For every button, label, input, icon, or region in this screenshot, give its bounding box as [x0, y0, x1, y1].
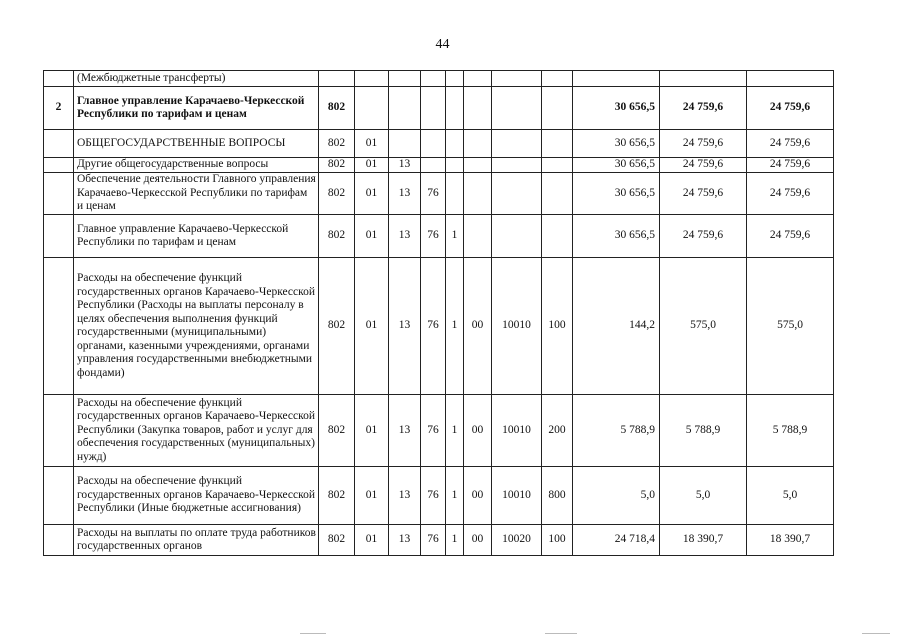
- code-pr: 13: [389, 525, 421, 556]
- amount-year-3: 5,0: [747, 467, 834, 525]
- code-expense: 10020: [492, 525, 542, 556]
- amount-year-3: 24 759,6: [747, 158, 834, 173]
- row-number: 2: [44, 87, 74, 130]
- code-gr: 802: [319, 467, 355, 525]
- amount-year-3: 24 759,6: [747, 87, 834, 130]
- code-gr: 802: [319, 130, 355, 158]
- code-subprogram: 1: [446, 215, 464, 258]
- code-subprogram: [446, 87, 464, 130]
- row-name: Расходы на обеспечение функций государственных органов Карачаево-Черкесской Республики (Иные бюджетные ассигнования): [74, 467, 319, 525]
- table-row: [44, 258, 834, 395]
- code-subprogram: 1: [446, 525, 464, 556]
- code-program: 76: [421, 258, 446, 395]
- row-number: [44, 395, 74, 467]
- amount-year-1: [573, 71, 660, 87]
- code-direction: [464, 215, 492, 258]
- code-program: 76: [421, 467, 446, 525]
- amount-year-2: 575,0: [660, 258, 747, 395]
- row-name: Расходы на выплаты по оплате труда работников государственных органов: [74, 525, 319, 556]
- code-program: 76: [421, 395, 446, 467]
- code-subprogram: [446, 71, 464, 87]
- code-rz: 01: [355, 215, 389, 258]
- code-program: 76: [421, 525, 446, 556]
- code-program: [421, 130, 446, 158]
- amount-year-2: 24 759,6: [660, 215, 747, 258]
- code-gr: 802: [319, 173, 355, 215]
- code-pr: 13: [389, 158, 421, 173]
- scan-mark: [300, 633, 326, 634]
- code-expense: [492, 215, 542, 258]
- code-gr: 802: [319, 158, 355, 173]
- amount-year-2: 24 759,6: [660, 173, 747, 215]
- table-row: [44, 467, 834, 525]
- amount-year-2: 5 788,9: [660, 395, 747, 467]
- scan-mark: [862, 633, 890, 634]
- amount-year-3: 5 788,9: [747, 395, 834, 467]
- code-pr: [389, 130, 421, 158]
- row-number: [44, 173, 74, 215]
- table-row: [44, 173, 834, 215]
- code-subprogram: 1: [446, 467, 464, 525]
- row-number: [44, 467, 74, 525]
- amount-year-1: 24 718,4: [573, 525, 660, 556]
- amount-year-3: [747, 71, 834, 87]
- amount-year-1: 144,2: [573, 258, 660, 395]
- code-pr: [389, 87, 421, 130]
- amount-year-2: 24 759,6: [660, 87, 747, 130]
- amount-year-2: 24 759,6: [660, 130, 747, 158]
- amount-year-1: 30 656,5: [573, 215, 660, 258]
- row-number: [44, 215, 74, 258]
- code-vr: 800: [542, 467, 573, 525]
- code-vr: [542, 87, 573, 130]
- amount-year-1: 5,0: [573, 467, 660, 525]
- code-program: [421, 87, 446, 130]
- table-row: [44, 395, 834, 467]
- amount-year-1: 5 788,9: [573, 395, 660, 467]
- page-number: 44: [435, 37, 450, 52]
- code-pr: 13: [389, 173, 421, 215]
- amount-year-1: 30 656,5: [573, 130, 660, 158]
- code-vr: [542, 173, 573, 215]
- code-gr: 802: [319, 215, 355, 258]
- code-rz: [355, 87, 389, 130]
- code-rz: [355, 71, 389, 87]
- amount-year-2: 24 759,6: [660, 158, 747, 173]
- row-number: [44, 258, 74, 395]
- code-expense: [492, 158, 542, 173]
- row-number: [44, 525, 74, 556]
- row-number: [44, 158, 74, 173]
- code-direction: [464, 71, 492, 87]
- code-vr: [542, 130, 573, 158]
- amount-year-3: 575,0: [747, 258, 834, 395]
- budget-table: [43, 70, 834, 556]
- code-direction: 00: [464, 525, 492, 556]
- amount-year-3: 18 390,7: [747, 525, 834, 556]
- row-number: [44, 130, 74, 158]
- code-gr: 802: [319, 258, 355, 395]
- code-pr: 13: [389, 467, 421, 525]
- code-direction: [464, 87, 492, 130]
- code-vr: 100: [542, 258, 573, 395]
- code-direction: [464, 158, 492, 173]
- code-vr: 100: [542, 525, 573, 556]
- code-rz: 01: [355, 525, 389, 556]
- table-row: [44, 215, 834, 258]
- code-expense: [492, 87, 542, 130]
- code-direction: [464, 130, 492, 158]
- row-name: Расходы на обеспечение функций государственных органов Карачаево-Черкесской Республики (Расходы на выплаты персоналу в целях обеспечения выполнения функций государственными (муниципальными) органами, казенными учреждениями, органами управления государственными внебюджетными фондами): [74, 258, 319, 395]
- code-program: 76: [421, 173, 446, 215]
- row-name: Главное управление Карачаево-Черкесской Республики по тарифам и ценам: [74, 215, 319, 258]
- table-row: [44, 158, 834, 173]
- scan-mark: [545, 633, 577, 634]
- code-direction: 00: [464, 395, 492, 467]
- code-rz: 01: [355, 258, 389, 395]
- table-row: [44, 87, 834, 130]
- row-name: Обеспечение деятельности Главного управления Карачаево-Черкесской Республики по тарифам и ценам: [74, 173, 319, 215]
- amount-year-3: 24 759,6: [747, 215, 834, 258]
- amount-year-1: 30 656,5: [573, 158, 660, 173]
- code-gr: 802: [319, 87, 355, 130]
- code-expense: [492, 130, 542, 158]
- code-direction: 00: [464, 258, 492, 395]
- code-vr: [542, 71, 573, 87]
- code-rz: 01: [355, 130, 389, 158]
- code-rz: 01: [355, 173, 389, 215]
- amount-year-1: 30 656,5: [573, 87, 660, 130]
- code-rz: 01: [355, 158, 389, 173]
- row-name: Расходы на обеспечение функций государственных органов Карачаево-Черкесской Республики (Закупка товаров, работ и услуг для обеспечения государственных (муниципальных) нужд): [74, 395, 319, 467]
- code-subprogram: 1: [446, 258, 464, 395]
- code-subprogram: [446, 130, 464, 158]
- code-rz: 01: [355, 467, 389, 525]
- amount-year-2: 5,0: [660, 467, 747, 525]
- code-subprogram: 1: [446, 395, 464, 467]
- code-pr: 13: [389, 215, 421, 258]
- row-name: Другие общегосударственные вопросы: [74, 158, 319, 173]
- code-gr: [319, 71, 355, 87]
- code-vr: [542, 215, 573, 258]
- code-program: [421, 71, 446, 87]
- code-pr: 13: [389, 258, 421, 395]
- table-row: [44, 71, 834, 87]
- code-gr: 802: [319, 525, 355, 556]
- code-expense: 10010: [492, 258, 542, 395]
- row-name: Главное управление Карачаево-Черкесской Республики по тарифам и ценам: [74, 87, 319, 130]
- code-program: [421, 158, 446, 173]
- code-direction: [464, 173, 492, 215]
- code-gr: 802: [319, 395, 355, 467]
- row-name: ОБЩЕГОСУДАРСТВЕННЫЕ ВОПРОСЫ: [74, 130, 319, 158]
- row-number: [44, 71, 74, 87]
- row-name: (Межбюджетные трансферты): [74, 71, 319, 87]
- code-subprogram: [446, 158, 464, 173]
- code-expense: 10010: [492, 395, 542, 467]
- code-pr: [389, 71, 421, 87]
- code-direction: 00: [464, 467, 492, 525]
- amount-year-3: 24 759,6: [747, 130, 834, 158]
- table-row: [44, 525, 834, 556]
- amount-year-2: 18 390,7: [660, 525, 747, 556]
- amount-year-1: 30 656,5: [573, 173, 660, 215]
- code-rz: 01: [355, 395, 389, 467]
- code-expense: [492, 173, 542, 215]
- amount-year-3: 24 759,6: [747, 173, 834, 215]
- code-pr: 13: [389, 395, 421, 467]
- amount-year-2: [660, 71, 747, 87]
- table-row: [44, 130, 834, 158]
- code-vr: [542, 158, 573, 173]
- code-vr: 200: [542, 395, 573, 467]
- code-expense: 10010: [492, 467, 542, 525]
- code-expense: [492, 71, 542, 87]
- code-subprogram: [446, 173, 464, 215]
- code-program: 76: [421, 215, 446, 258]
